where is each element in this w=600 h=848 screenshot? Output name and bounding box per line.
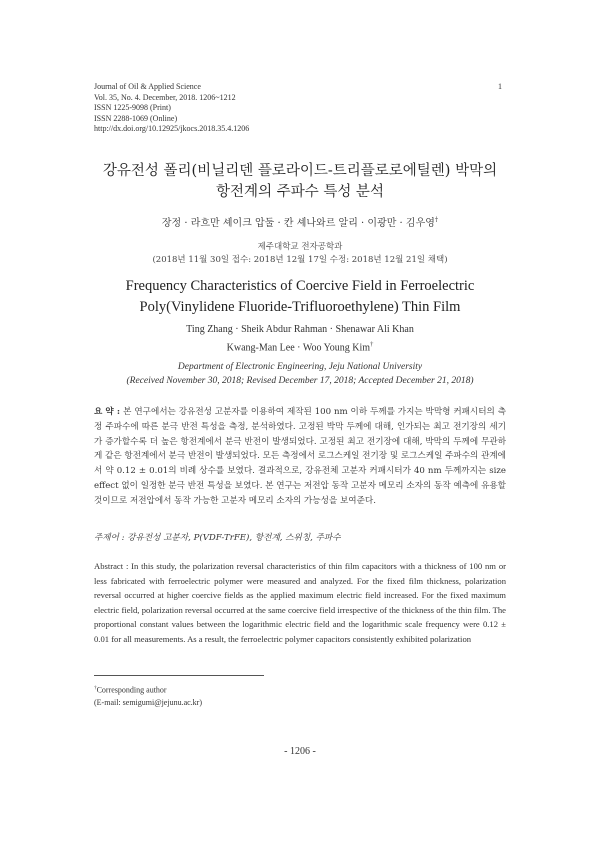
korean-keywords: 주제어 : 강유전성 고분자, P(VDF-TrFE), 항전계, 스위칭, 주파수 <box>94 533 341 543</box>
english-abstract-label: Abstract : <box>94 561 132 571</box>
footnote-email: (E-mail: semigumi@jejunu.ac.kr) <box>94 697 203 707</box>
korean-abstract-label: 요 약 : <box>94 407 124 417</box>
english-authors <box>60 323 540 355</box>
journal-name: Journal of Oil & Applied Science <box>94 82 201 91</box>
journal-volume: Vol. 35, No. 4. December, 2018. 1206~1212 <box>94 92 236 102</box>
footer-page-number: - 1206 - <box>284 746 316 757</box>
korean-title-line1: 강유전성 폴리(비닐리덴 플로라이드-트리플로로에틸렌) 박막의 <box>102 163 498 179</box>
issn-print: ISSN 1225-9098 (Print) <box>94 103 171 113</box>
english-abstract <box>94 559 506 647</box>
header-page-number: 1 <box>498 82 502 91</box>
korean-author-names: 장정 · 라흐만 셰이크 압둘 · 칸 셰나와르 알리 · 이광만 · 김우영 <box>161 218 435 229</box>
english-authors-line1: Ting Zhang · Sheik Abdur Rahman · Shenawar Ali Khan <box>186 324 414 335</box>
korean-abstract <box>94 405 506 509</box>
english-title-line1: Frequency Characteristics of Coercive Field in Ferroelectric <box>125 278 475 294</box>
footnote-divider <box>94 675 264 676</box>
english-affiliation: Department of Electronic Engineering, Jeju National University <box>177 362 423 372</box>
footnote-mark: † <box>94 685 97 691</box>
footnote <box>94 682 202 709</box>
korean-authors <box>60 214 540 229</box>
journal-header <box>94 82 249 135</box>
korean-title <box>60 161 540 203</box>
korean-affiliation: 제주대학교 전자공학과 <box>257 242 343 252</box>
english-dates: (Received November 30, 2018; Revised December 17, 2018; Accepted December 21, 2018) <box>126 376 474 386</box>
issn-online: ISSN 2288-1069 (Online) <box>94 113 178 123</box>
english-abstract-text: In this study, the polarization reversal characteristics of thin film capacitors with a thickness of 100 nm or less fabricated with ferroelectric polymer were measured and analyzed. For the fixed film thickness, polarization reversal occurred at higher coercive fields as the applied maximum electric field increased. For the fixed maximum electric field, polarization reversal occurred at the same coercive field irrespective of the thickness of the thin film. The proportional constant values between the logarithmic electric field and the logarithmic scale frequency were 0.12 ± 0.01 for all measurements. As a result, the ferroelectric polymer capacitors consistently exhibited polarization <box>94 561 506 644</box>
english-authors-line2: Kwang-Man Lee · Woo Young Kim <box>226 341 371 353</box>
footnote-corresponding: Corresponding author <box>96 685 167 695</box>
english-author-mark: † <box>370 340 374 348</box>
english-title <box>60 276 540 318</box>
korean-dates: (2018년 11월 30일 접수: 2018년 12월 17일 수정: 2018년 12월 21일 채택) <box>152 255 448 265</box>
english-title-line2: Poly(Vinylidene Fluoride-Trifluoroethylene) Thin Film <box>139 299 461 315</box>
doi-link[interactable]: http://dx.doi.org/10.12925/jkocs.2018.35.4.1206 <box>94 124 250 134</box>
korean-abstract-text: 본 연구에서는 강유전성 고분자를 이용하여 제작된 100 nm 이하 두께를 가지는 박막형 커패시터의 측정 주파수에 따른 분극 반전 특성을 측정, 분석하였다. 고정된 박막 두께에 대해, 인가되는 최고 전기장의 세기가 증가할수록 더 높은 항전계에서 분극 반전이 발생되었다. 고정된 최고 전기장에 대해, 박막의 두께에 무관하게 같은 항전계에서 분극 반전이 발생되었다. 모든 측정에서 로그스케일 전기장 및 로그스케일 주파수의 관계에서 약 0.12 ± 0.01의 비례 상수를 보였다. 결과적으로, 강유전체 고분자 커패시터가 40 nm 두께까지는 size effect 없이 일정한 분극 반전 특성을 보였다. 본 연구는 저전압 동작 고분자 메모리 소자의 동작 예측에 유용할 것이므로 저전압에서 동작 가능한 고분자 메모리 소자의 가능성을 보여준다. <box>94 407 506 506</box>
korean-author-mark: † <box>434 215 439 224</box>
korean-title-line2: 항전계의 주파수 특성 분석 <box>216 184 384 200</box>
